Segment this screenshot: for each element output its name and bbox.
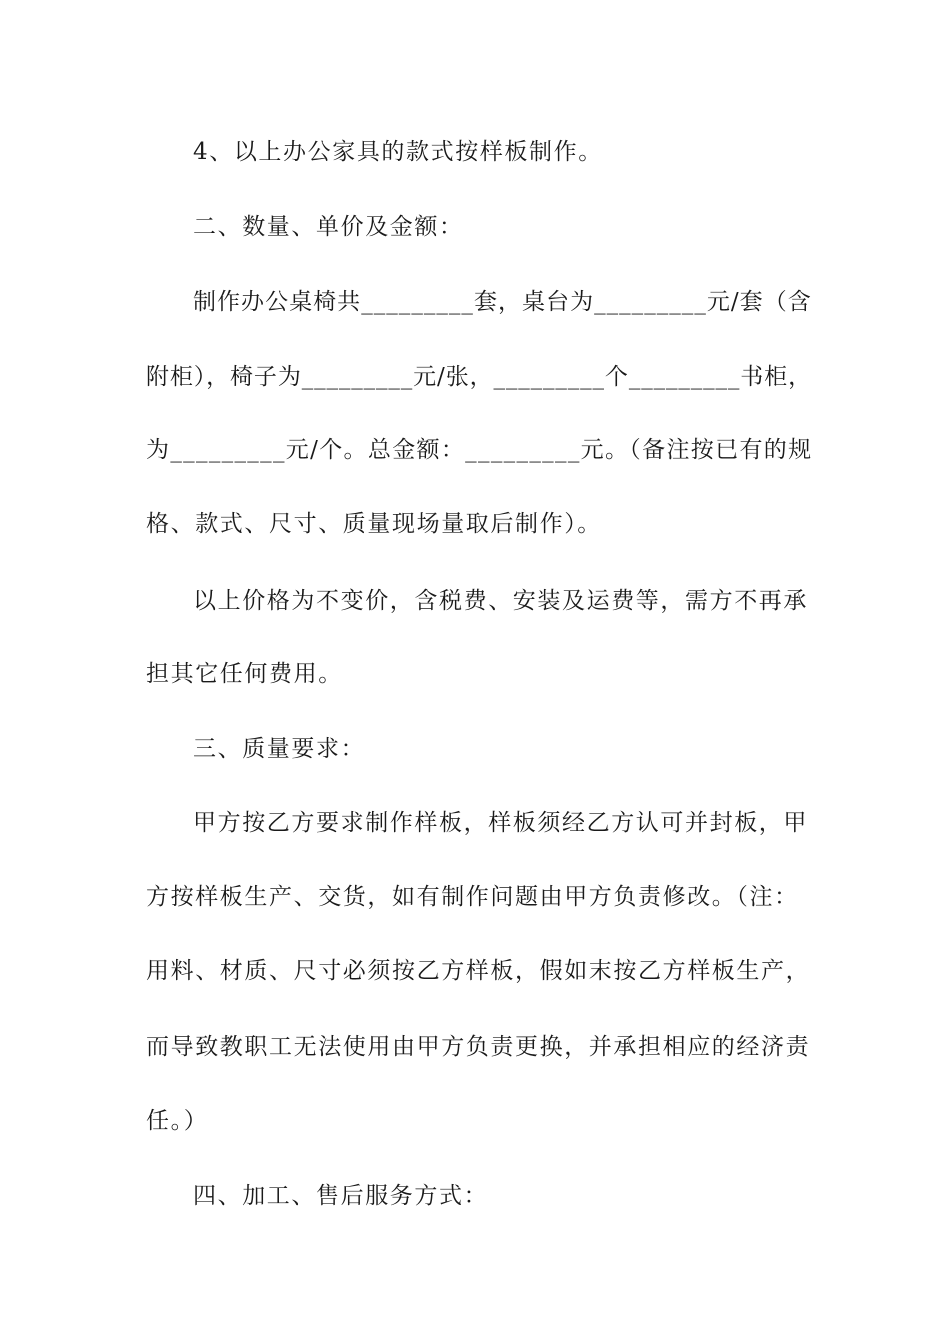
- paragraph-quality-line-2: 方按样板生产、交货，如有制作问题由甲方负责修改。（注：: [146, 884, 799, 910]
- section-3-heading: 三、质量要求：: [193, 736, 366, 762]
- section-2-heading: 二、数量、单价及金额：: [193, 214, 464, 240]
- section-4-heading: 四、加工、售后服务方式：: [193, 1183, 489, 1209]
- paragraph-quality-line-3: 用料、材质、尺寸必须按乙方样板，假如末按乙方样板生产，: [146, 958, 811, 984]
- paragraph-quality-line-1: 甲方按乙方要求制作样板，样板须经乙方认可并封板，甲: [193, 810, 808, 836]
- paragraph-quantity-line-4: 格、款式、尺寸、质量现场量取后制作）。: [146, 511, 602, 537]
- paragraph-price-line-2: 担其它任何费用。: [146, 661, 343, 687]
- paragraph-quality-line-4: 而导致教职工无法使用由甲方负责更换，并承担相应的经济责: [146, 1034, 811, 1060]
- paragraph-quantity-line-1: 制作办公桌椅共_________套，桌台为_________元/套（含: [193, 289, 812, 315]
- item-4-style: 4、以上办公家具的款式按样板制作。: [193, 139, 603, 165]
- paragraph-price-line-1: 以上价格为不变价，含税费、安装及运费等，需方不再承: [193, 588, 808, 614]
- paragraph-quantity-line-2: 附柜），椅子为_________元/张，_________个_________书柜，: [146, 364, 812, 390]
- paragraph-quality-line-5: 任。）: [146, 1108, 209, 1134]
- paragraph-quantity-line-3: 为_________元/个。总金额：_________元。（备注按已有的规: [146, 437, 813, 463]
